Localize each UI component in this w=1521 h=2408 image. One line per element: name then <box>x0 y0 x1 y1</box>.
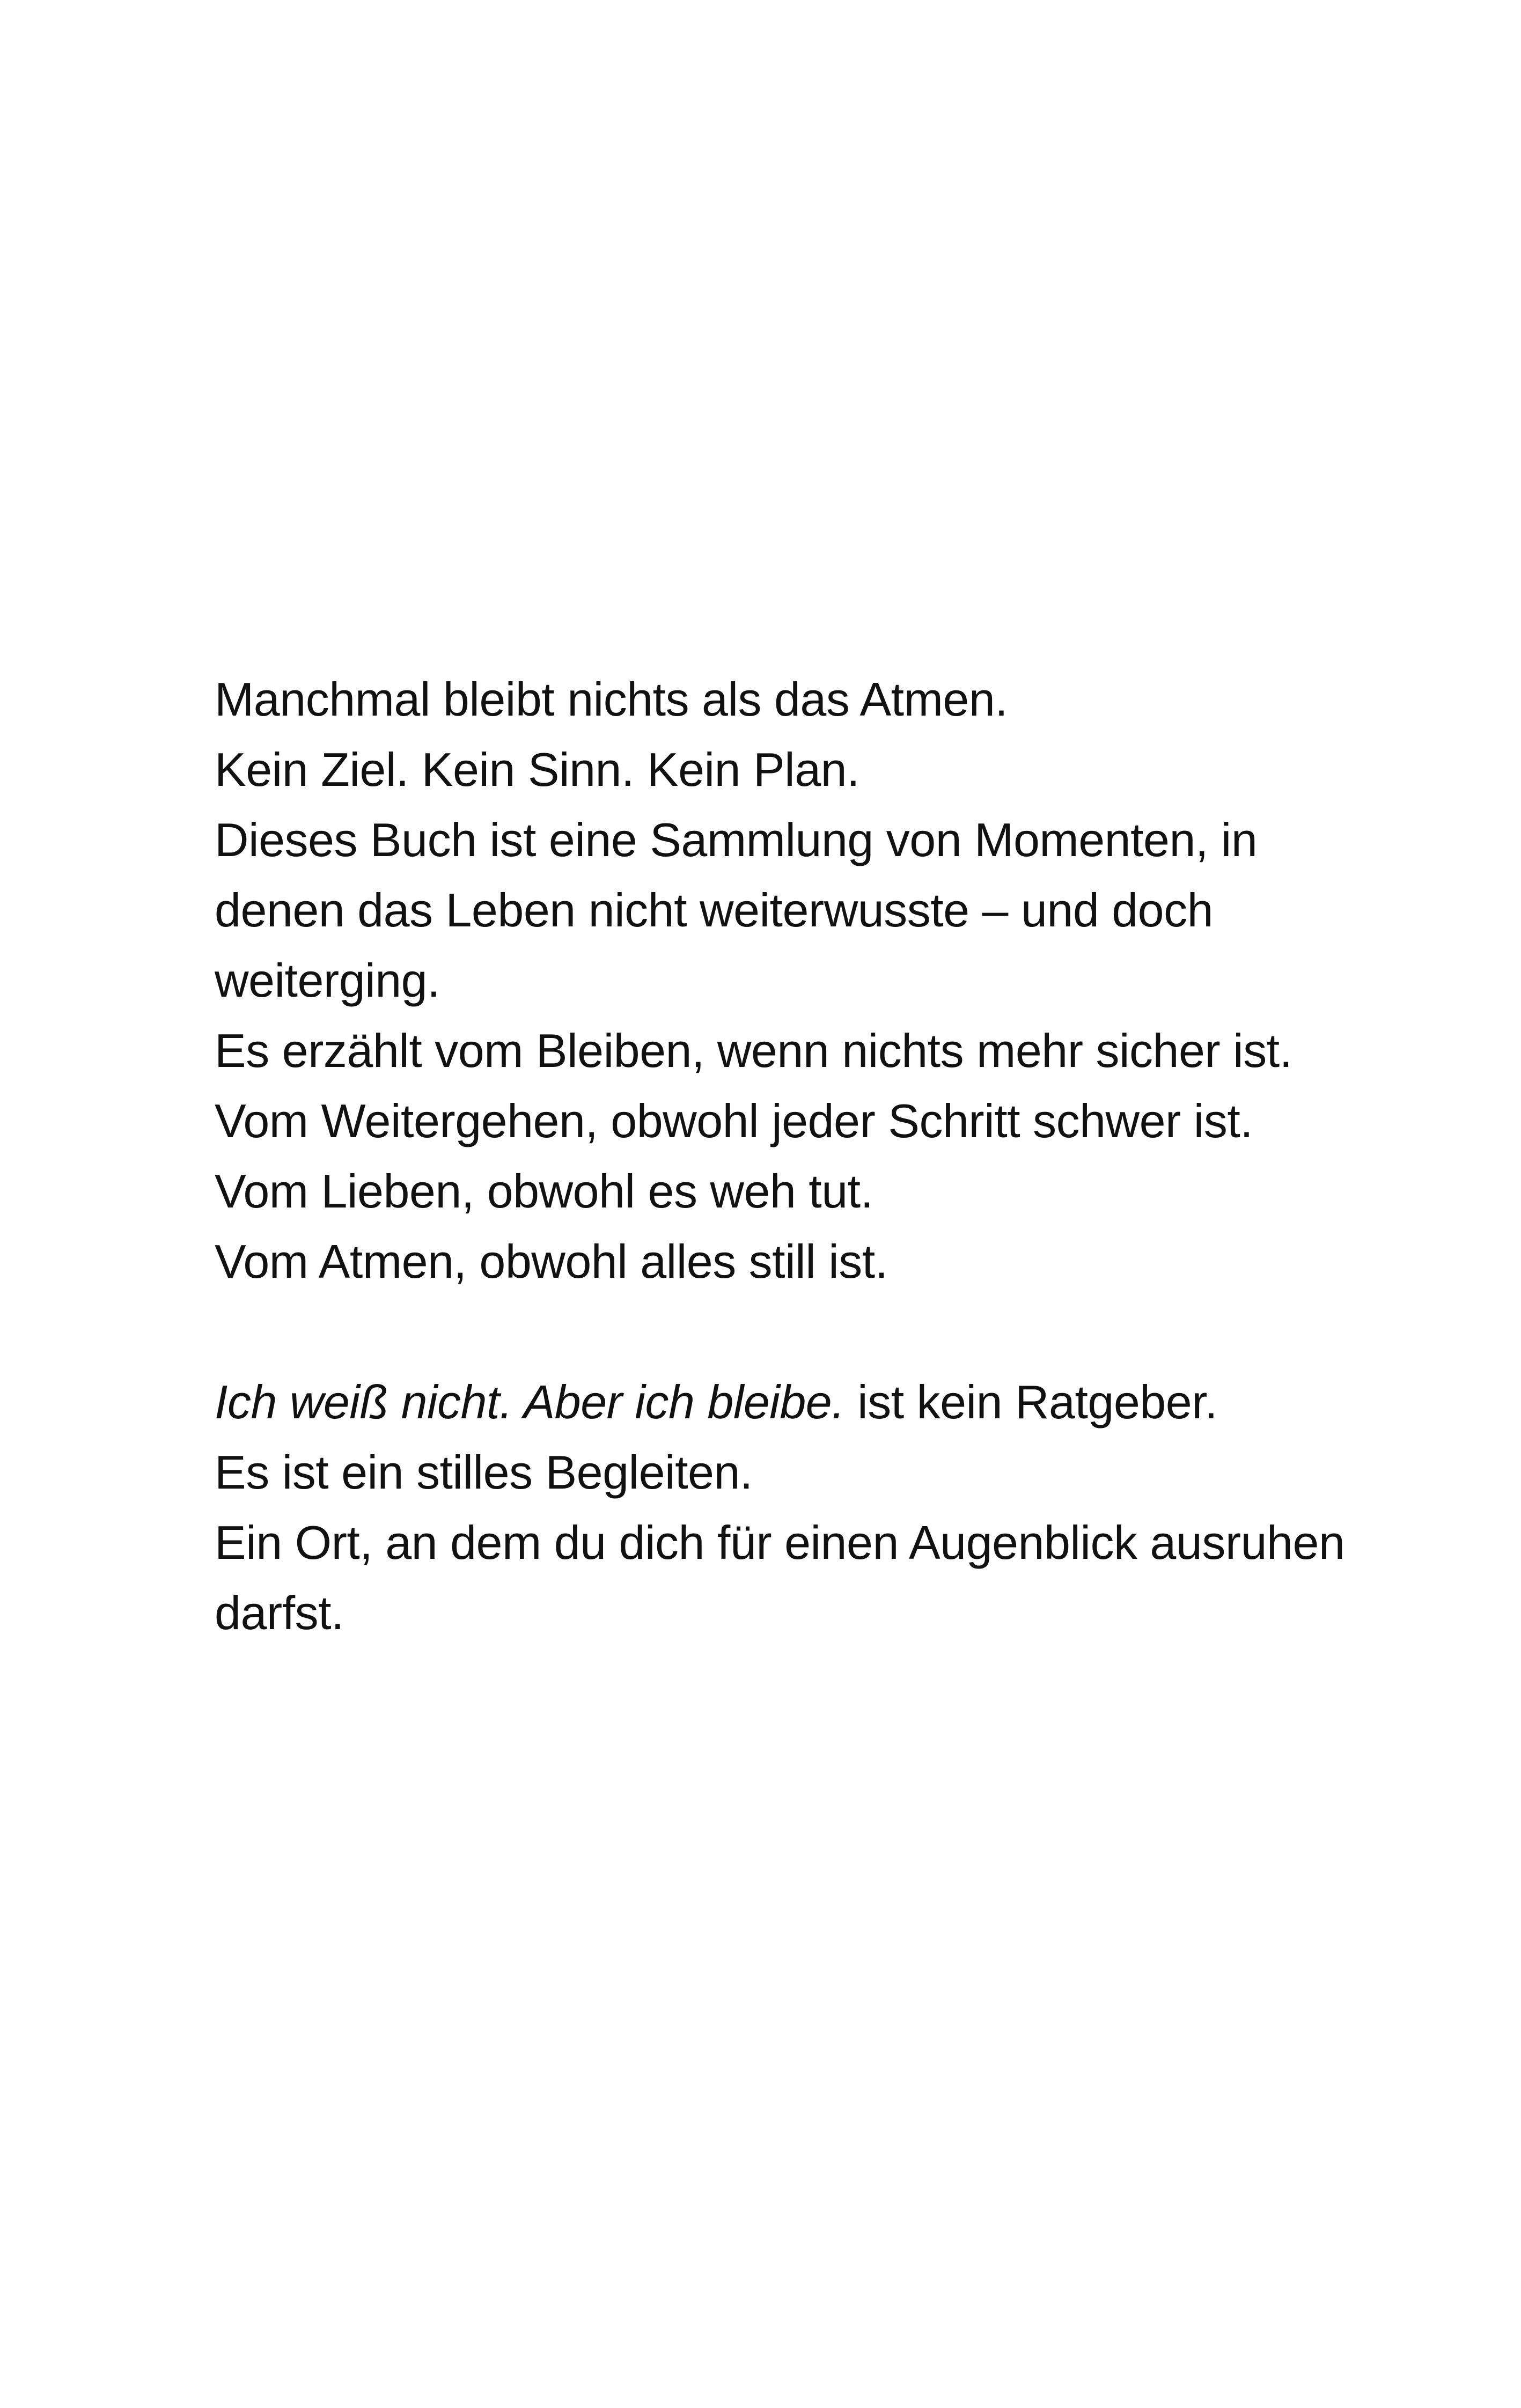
text-line: Es erzählt vom Bleiben, wenn nichts mehr sicher ist. <box>215 1024 1292 1077</box>
paragraph-gap <box>215 1297 1341 1367</box>
text-line: Dieses Buch ist eine Sammlung von Momenten, in <box>215 813 1258 866</box>
book-title: Ich weiß nicht. Aber ich bleibe. <box>215 1375 845 1428</box>
text-line: Vom Atmen, obwohl alles still ist. <box>215 1235 888 1288</box>
text-line: Vom Lieben, obwohl es weh tut. <box>215 1165 873 1218</box>
blurb-text <box>215 664 1345 1648</box>
text-line: Kein Ziel. Kein Sinn. Kein Plan. <box>215 743 860 796</box>
text-line: denen das Leben nicht weiterwusste – und doch <box>215 883 1214 937</box>
text-line: Es ist ein stilles Begleiten. <box>215 1446 753 1499</box>
paragraph-intro <box>215 664 1341 1297</box>
text-line: darfst. <box>215 1586 344 1639</box>
text-line-title <box>215 1367 1341 1437</box>
text-line: Ein Ort, an dem du dich für einen Augenblick ausruhen <box>215 1516 1345 1569</box>
text-line: Vom Weitergehen, obwohl jeder Schritt schwer ist. <box>215 1094 1253 1147</box>
paragraph-closing <box>215 1367 1345 1648</box>
text-line: Manchmal bleibt nichts als das Atmen. <box>215 673 1008 726</box>
title-suffix: ist kein Ratgeber. <box>844 1375 1218 1428</box>
text-line: weiterging. <box>215 954 440 1007</box>
